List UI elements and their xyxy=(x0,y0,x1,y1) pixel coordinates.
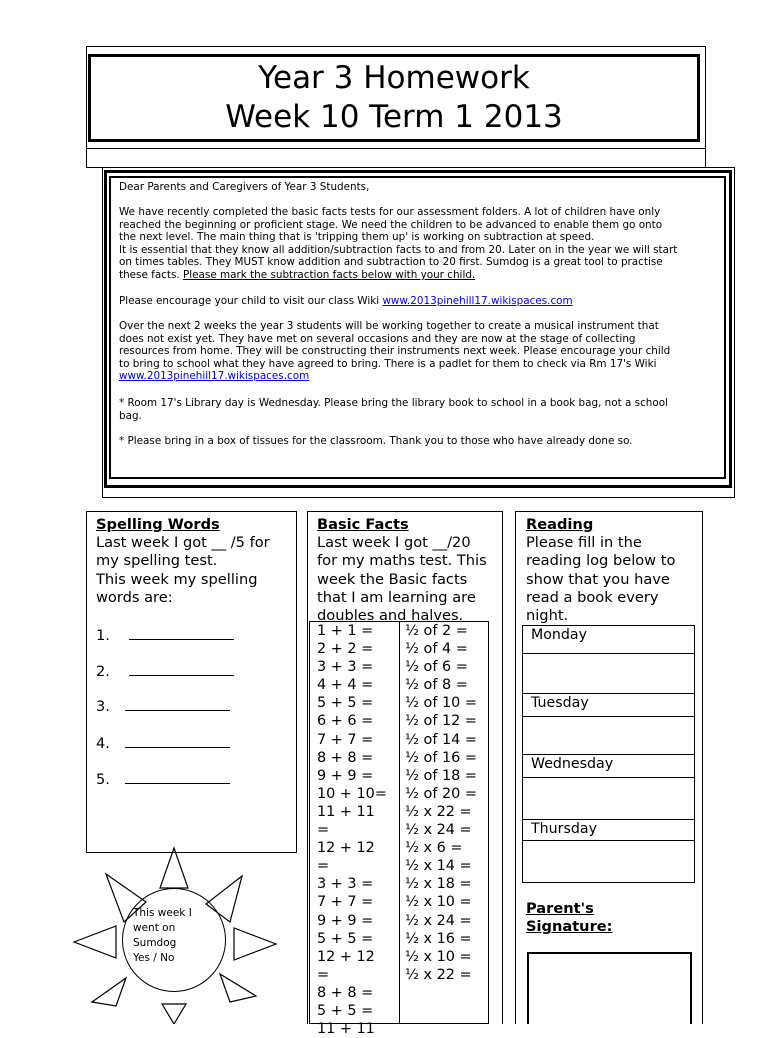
letter-divider xyxy=(109,487,726,488)
fact-half: ½ of 4 = xyxy=(405,641,468,658)
reading-log-monday-entry[interactable] xyxy=(522,653,695,694)
fact-half: ½ of 12 = xyxy=(405,713,477,730)
fact-addition: 5 + 5 = xyxy=(317,930,374,947)
fact-half: ½ of 10 = xyxy=(405,695,477,712)
fact-half: ½ of 20 = xyxy=(405,785,477,802)
fact-addition: = xyxy=(317,858,330,875)
fact-half: ½ x 22 = xyxy=(405,803,472,820)
reading-log-tuesday-entry[interactable] xyxy=(522,716,695,755)
sun-ray-top xyxy=(160,848,188,888)
reading-section: Reading Please fill in the reading log below to show that you have read a book every night. xyxy=(526,516,702,625)
sun-ray-bottom-left xyxy=(92,978,126,1006)
fact-addition: 9 + 9 = xyxy=(317,912,374,929)
fact-half: ½ x 16 = xyxy=(405,930,472,947)
fact-half: ½ of 14 = xyxy=(405,731,477,748)
reading-log-thursday-entry[interactable] xyxy=(522,840,695,883)
letter-paragraph-4: * Room 17's Library day is Wednesday. Please bring the library book to school in a book bag, not a school bag. xyxy=(119,397,668,422)
spelling-section: Spelling Words Last week I got __ /5 for my spelling test. This week my spelling words are: xyxy=(96,516,292,607)
wiki-link[interactable]: www.2013pinehill17.wikispaces.com xyxy=(382,295,573,307)
fact-addition: = xyxy=(317,966,330,983)
reading-log-tuesday-label: Tuesday xyxy=(522,693,695,717)
fact-addition: 12 + 12 xyxy=(317,840,375,857)
sun-ray-right xyxy=(234,928,276,960)
facts-table-divider xyxy=(399,621,400,1024)
title-divider xyxy=(86,148,706,149)
spelling-item-2[interactable]: 2. xyxy=(96,662,234,681)
fact-addition: 12 + 12 xyxy=(317,948,375,965)
fact-half: ½ of 2 = xyxy=(405,623,468,639)
spelling-heading: Spelling Words xyxy=(96,516,220,533)
letter-paragraph-5: * Please bring in a box of tissues for the classroom. Thank you to those who have already done so. xyxy=(119,435,633,447)
fact-addition: 3 + 3 = xyxy=(317,659,374,676)
title-line-1: Year 3 Homework xyxy=(258,60,530,96)
fact-addition: 1 + 1 = xyxy=(317,623,374,639)
fact-half: ½ x 24 = xyxy=(405,822,472,839)
fact-addition: 6 + 6 = xyxy=(317,713,374,730)
reading-log-thursday-label: Thursday xyxy=(522,819,695,841)
fact-half: ½ x 14 = xyxy=(405,858,472,875)
fact-half: ½ of 6 = xyxy=(405,659,468,676)
sun-ray-bottom-right xyxy=(220,974,256,1002)
fact-addition: 11 + 11 xyxy=(317,1021,375,1038)
fact-half: ½ x 10 = xyxy=(405,894,472,911)
letter-paragraph-1: We have recently completed the basic facts tests for our assessment folders. A lot of children have only reached the beginning or proficient stage. We need the children to be advanced to enable them go onto the next level. The main thing that is 'tripping them up' is working on subtraction at speed. It is essential that they know all addition/subtraction facts to and from 20. Later on in the year we will start on times tables. They MUST know addition and subtraction to 20 first. Sumdog is a great tool to practise these facts. Please mark the subtraction facts below with your child. xyxy=(119,206,678,281)
fact-addition: = xyxy=(317,822,330,839)
fact-half: ½ x 24 = xyxy=(405,912,472,929)
fact-half: ½ x 6 = xyxy=(405,840,463,857)
reading-log-wednesday-label: Wednesday xyxy=(522,754,695,778)
sun-ray-bottom xyxy=(162,1004,186,1024)
letter-paragraph-3: Over the next 2 weeks the year 3 students will be working together to create a musical instrument that does not exist yet. They have met on several occasions and they are now at the stage of collecting resources from home. They will be constructing their instruments next week. Please encourage your child to bring to school what they have agreed to bring. There is a padlet for them to check via Rm 17's Wiki www.2013pinehill17.wikispaces.com xyxy=(119,320,671,383)
spelling-item-4[interactable]: 4. xyxy=(96,734,230,753)
parent-signature-box[interactable] xyxy=(527,952,692,1024)
fact-addition: 3 + 3 = xyxy=(317,876,374,893)
fact-addition: 10 + 10= xyxy=(317,785,387,802)
fact-addition: 2 + 2 = xyxy=(317,641,374,658)
reading-log-monday-label: Monday xyxy=(522,625,695,654)
parent-signature-label: Parent's Signature: xyxy=(526,900,613,936)
letter-greeting: Dear Parents and Caregivers of Year 3 Students, xyxy=(119,181,370,193)
fact-half: ½ x 10 = xyxy=(405,948,472,965)
reading-heading: Reading xyxy=(526,516,594,533)
fact-addition: 9 + 9 = xyxy=(317,767,374,784)
fact-half: ½ of 16 = xyxy=(405,749,477,766)
basic-facts-heading: Basic Facts xyxy=(317,516,409,533)
spelling-item-3[interactable]: 3. xyxy=(96,697,230,716)
reading-log-wednesday-entry[interactable] xyxy=(522,777,695,820)
fact-addition: 7 + 7 = xyxy=(317,894,374,911)
fact-addition: 8 + 8 = xyxy=(317,749,374,766)
fact-addition: 8 + 8 = xyxy=(317,984,374,1001)
basic-facts-section: Basic Facts Last week I got __/20 for my maths test. This week the Basic facts that I am learning are doubles and halves. xyxy=(317,516,501,625)
fact-addition: 5 + 5 = xyxy=(317,695,374,712)
fact-addition: 4 + 4 = xyxy=(317,677,374,694)
letter-paragraph-2: Please encourage your child to visit our class Wiki www.2013pinehill17.wikispaces.com xyxy=(119,295,573,307)
spelling-item-1[interactable]: 1. xyxy=(96,626,234,645)
sumdog-question: This week I went on Sumdog Yes / No xyxy=(133,907,192,964)
spelling-item-5[interactable]: 5. xyxy=(96,770,230,789)
fact-half: ½ of 8 = xyxy=(405,677,468,694)
facts-left-column xyxy=(317,622,387,1038)
fact-addition: 11 + 11 xyxy=(317,803,375,820)
title-line-2: Week 10 Term 1 2013 xyxy=(225,99,563,135)
sun-ray-left xyxy=(74,926,116,958)
fact-half: ½ x 18 = xyxy=(405,876,472,893)
fact-addition: 5 + 5 = xyxy=(317,1002,374,1019)
fact-half: ½ x 22 = xyxy=(405,966,472,983)
fact-addition: 7 + 7 = xyxy=(317,731,374,748)
wiki-link-2[interactable]: www.2013pinehill17.wikispaces.com xyxy=(119,370,310,383)
facts-right-column xyxy=(405,622,477,984)
fact-half: ½ of 18 = xyxy=(405,767,477,784)
